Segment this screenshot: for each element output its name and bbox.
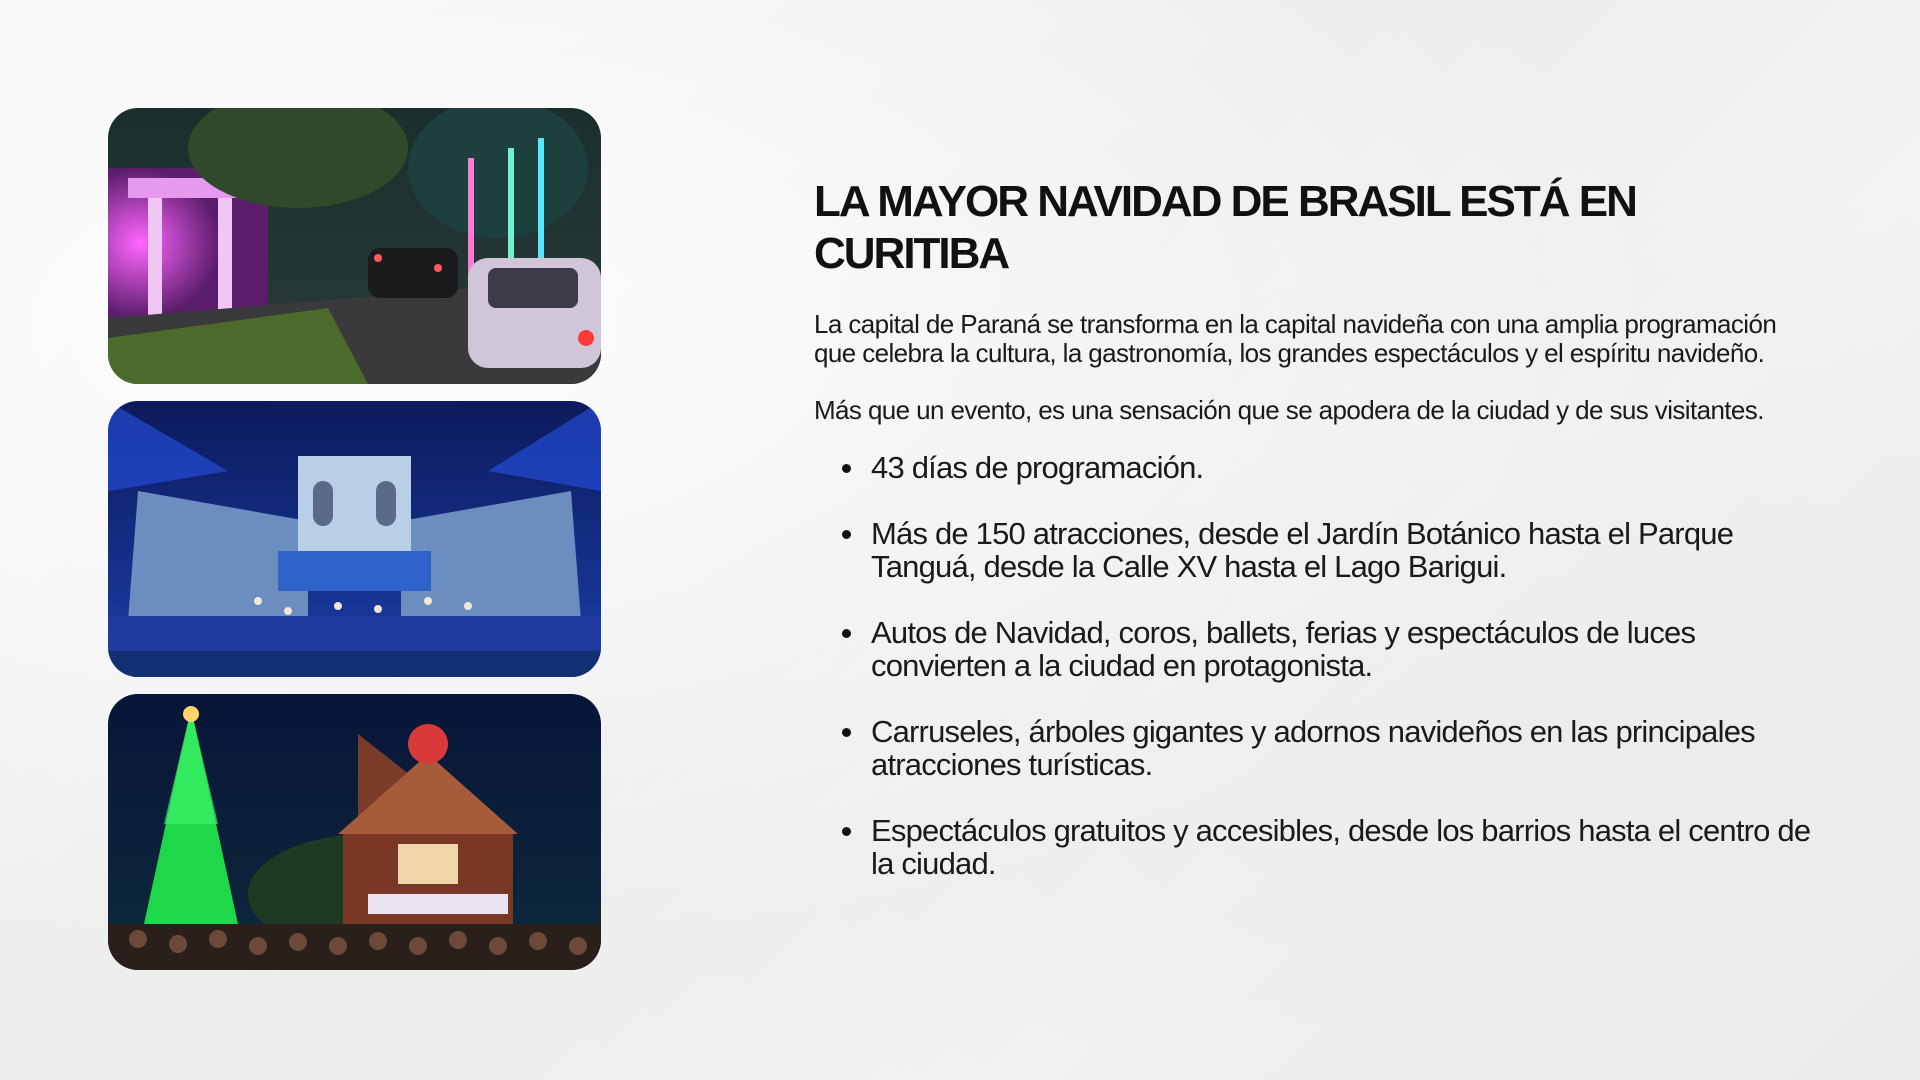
- bullet-icon: [842, 629, 851, 638]
- text-content: [814, 176, 1814, 913]
- bullet-text: Espectáculos gratuitos y accesibles, desde los barrios hasta el centro de la ciudad.: [871, 813, 1811, 881]
- list-item: [814, 715, 1811, 781]
- photo-column: [108, 108, 601, 987]
- christmas-tree-image: [108, 694, 601, 970]
- sensation-paragraph: Más que un evento, es una sensación que se apodera de la ciudad y de sus visitantes.: [814, 395, 1764, 425]
- bullet-text: Más de 150 atracciones, desde el Jardín Botánico hasta el Parque Tanguá, desde la Calle XV hasta el Lago Barigui.: [871, 516, 1734, 584]
- photo-stage-show: [108, 401, 601, 677]
- bullet-text: Autos de Navidad, coros, ballets, ferias y espectáculos de luces convierten a la ciudad en protagonista.: [871, 615, 1696, 683]
- bullet-icon: [842, 530, 851, 539]
- bullet-text: Carruseles, árboles gigantes y adornos navideños en las principales atracciones turísticas.: [871, 714, 1755, 782]
- bullet-icon: [842, 827, 851, 836]
- photo-christmas-tree: [108, 694, 601, 970]
- list-item: [814, 517, 1811, 583]
- stage-show-image: [108, 401, 601, 677]
- bullet-text: 43 días de programación.: [871, 450, 1204, 485]
- bullet-icon: [842, 464, 851, 473]
- intro-paragraph: La capital de Paraná se transforma en la capital navideña con una amplia programación que celebra la cultura, la gastronomía, los grandes espectáculos y el espíritu navideño.: [814, 309, 1777, 368]
- list-item: [814, 616, 1811, 682]
- street-lights-image: [108, 108, 601, 384]
- highlights-list: [814, 451, 1814, 880]
- list-item: [814, 814, 1811, 880]
- photo-street-lights: [108, 108, 601, 384]
- list-item: [814, 451, 1811, 484]
- bullet-icon: [842, 728, 851, 737]
- slide-title: LA MAYOR NAVIDAD DE BRASIL ESTÁ EN CURITIBA: [814, 177, 1636, 278]
